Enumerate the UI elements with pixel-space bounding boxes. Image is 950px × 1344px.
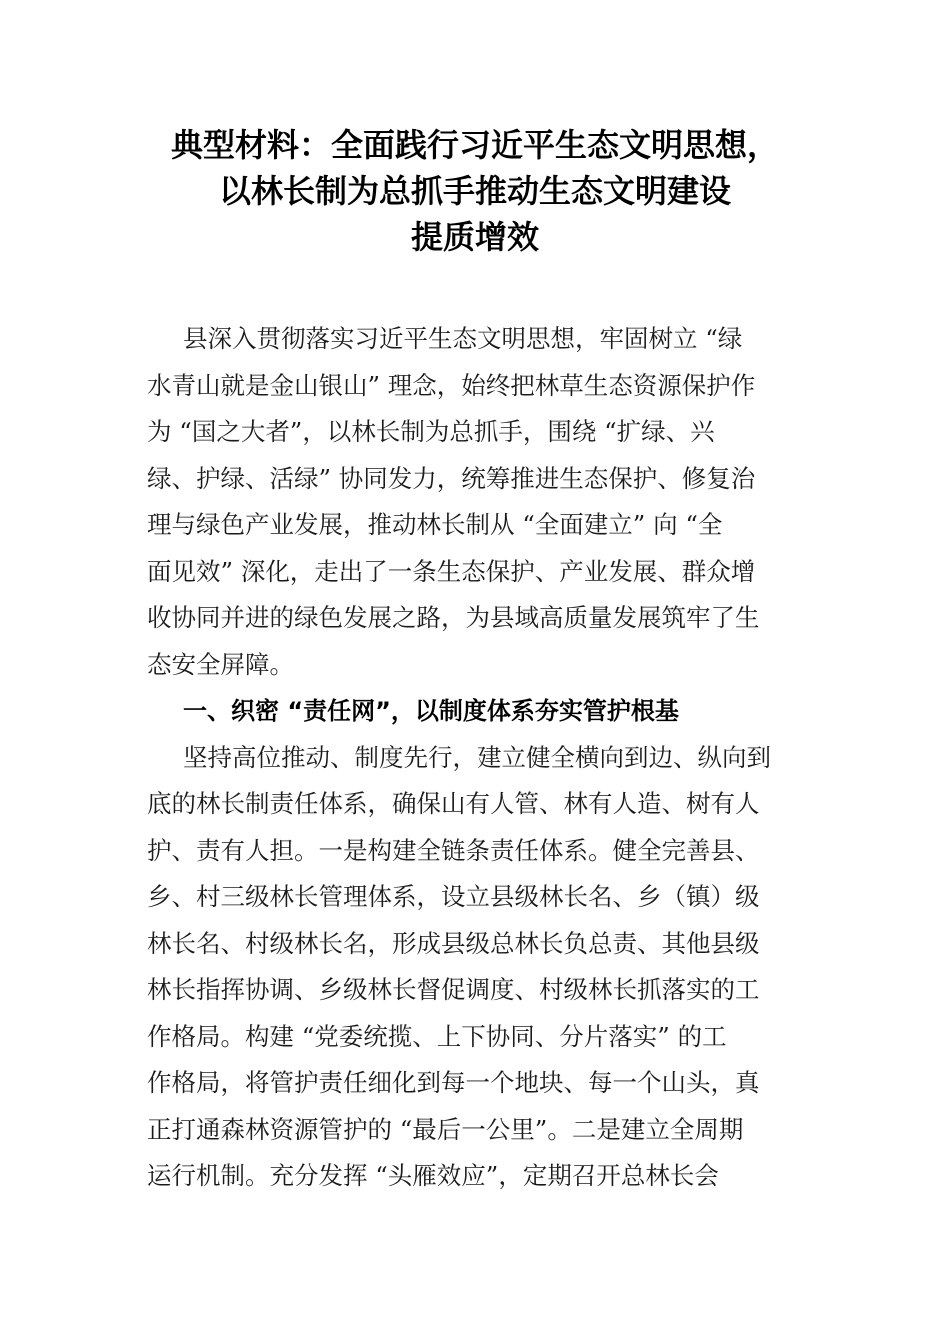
paragraph-line: 绿、护绿、活绿” 协同发力，统筹推进生态保护、修复治 [147, 463, 756, 493]
paragraph-line: 林长名、村级林长名，形成县级总林长负总责、其他县级 [147, 928, 760, 958]
title-line-2: 以林长制为总抓手推动生态文明建设 [218, 172, 731, 210]
paragraph-line: 底的林长制责任体系，确保山有人管、林有人造、树有人 [147, 789, 760, 818]
paragraph-line: 作格局，将管护责任细化到每一个地块、每一个山头，真 [147, 1068, 760, 1097]
paragraph-line: 为 “国之大者”，以林长制为总抓手，围绕 “扩绿、兴 [147, 417, 715, 446]
intro-paragraph [147, 316, 807, 688]
paragraph-line: 理与绿色产业发展，推动林长制从 “全面建立” 向 “全 [147, 510, 723, 539]
section-paragraph [147, 735, 807, 1200]
paragraph-line: 作格局。构建 “党委统揽、上下协同、分片落实” 的工 [147, 1021, 727, 1051]
paragraph-line: 县深入贯彻落实习近平生态文明思想，牢固树立 “绿 [183, 324, 743, 353]
paragraph-line: 护、责有人担。一是构建全链条责任体系。健全完善县、 [147, 835, 760, 865]
paragraph-line: 收协同并进的绿色发展之路，为县域高质量发展筑牢了生 [147, 603, 760, 632]
paragraph-line: 态安全屏障。 [147, 649, 294, 679]
paragraph-line: 坚持高位推动、制度先行，建立健全横向到边、纵向到 [183, 742, 771, 772]
section-heading: 一、织密 “责任网”，以制度体系夯实管护根基 [183, 697, 679, 725]
paragraph-line: 面见效” 深化，走出了一条生态保护、产业发展、群众增 [147, 556, 756, 586]
paragraph-line: 林长指挥协调、乡级林长督促调度、村级林长抓落实的工 [147, 975, 760, 1004]
document-title [140, 122, 810, 260]
paragraph-line: 运行机制。充分发挥 “头雁效应”，定期召开总林长会 [147, 1161, 719, 1190]
title-line-3: 提质增效 [410, 218, 539, 256]
title-line-1: 典型材料：全面践行习近平生态文明思想， [170, 126, 779, 164]
paragraph-line: 正打通森林资源管护的 “最后一公里”。二是建立全周期 [147, 1114, 744, 1144]
paragraph-line: 水青山就是金山银山” 理念，始终把林草生态资源保护作 [147, 370, 756, 400]
paragraph-line: 乡、村三级林长管理体系，设立县级林长名、乡（镇）级 [147, 882, 760, 911]
document-body [147, 316, 807, 1200]
